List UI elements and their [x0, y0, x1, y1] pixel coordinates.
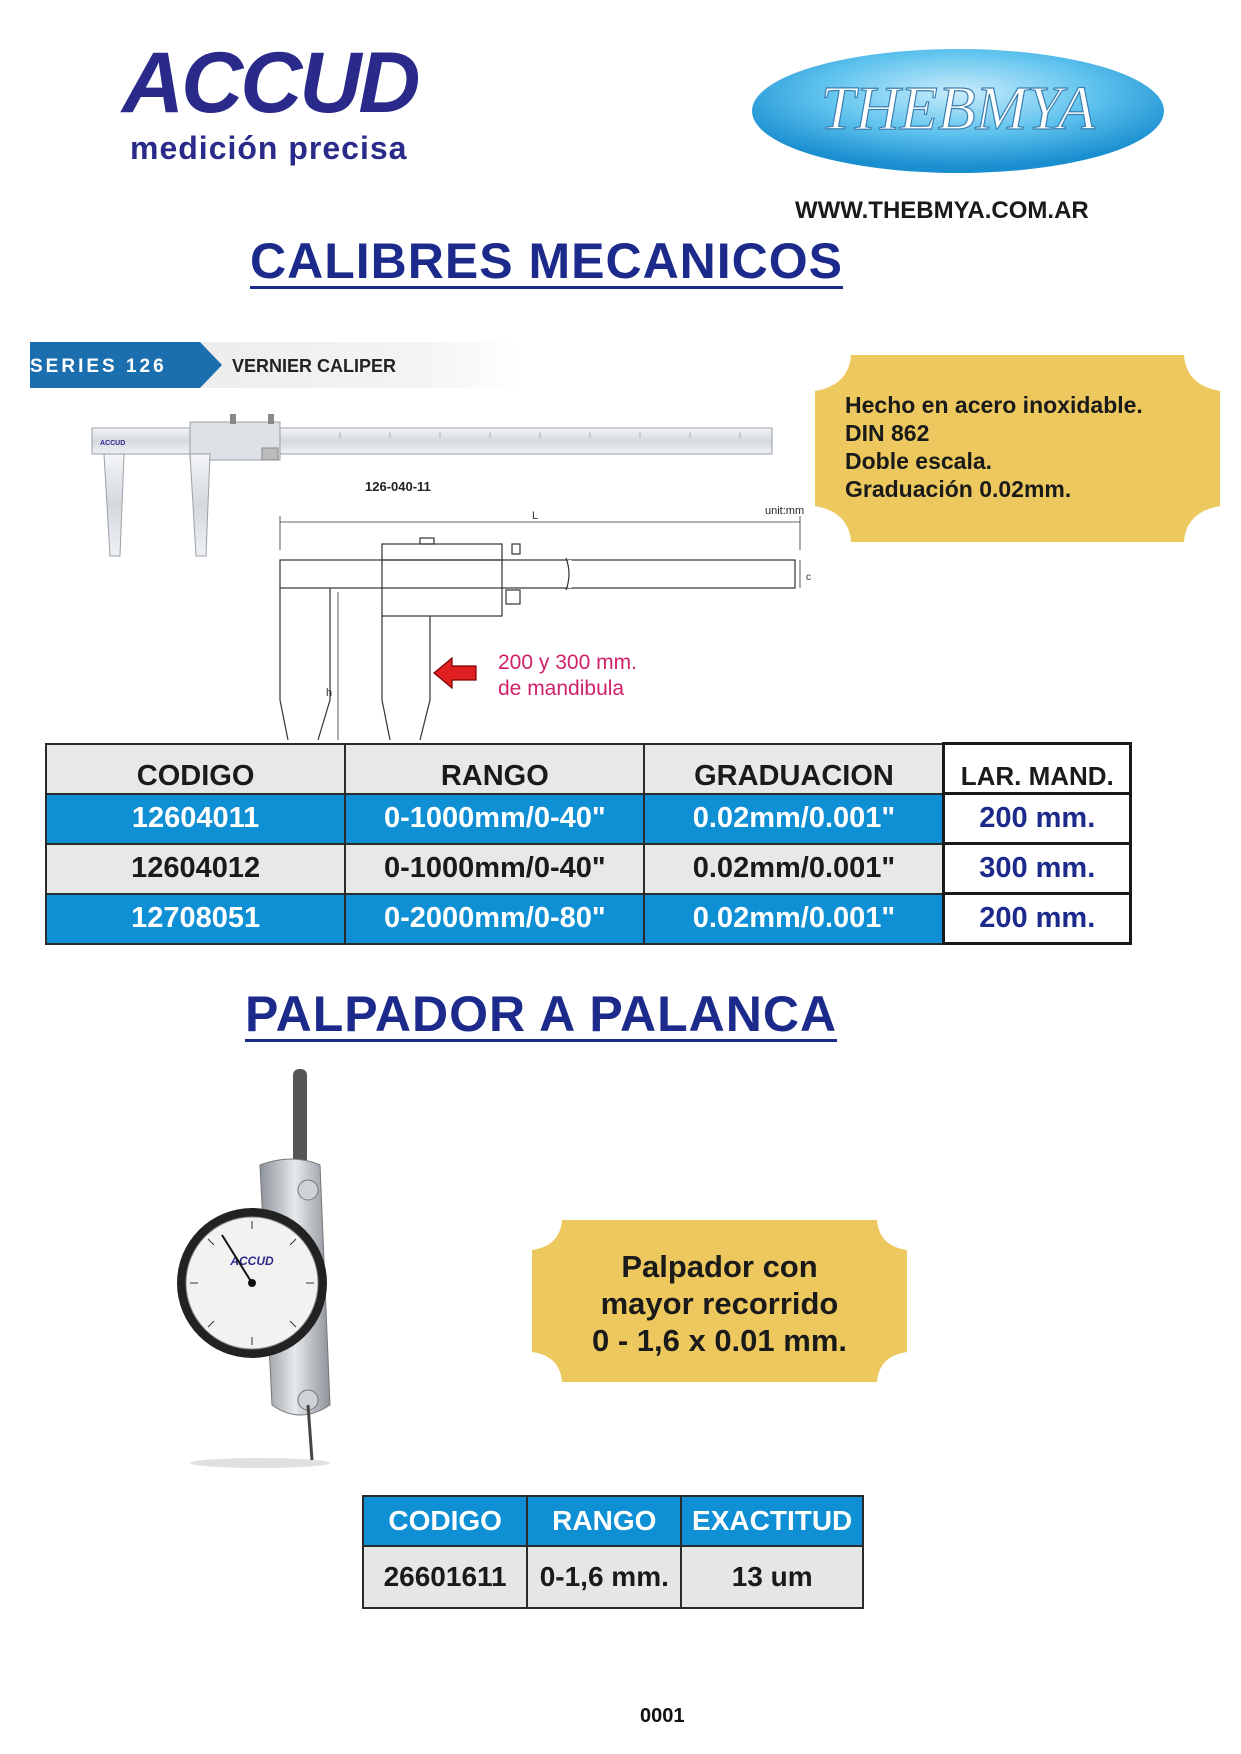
website-link[interactable]: WWW.THEBMYA.COM.AR — [795, 197, 1089, 224]
accud-logo — [118, 40, 478, 125]
dial-indicator-photo — [160, 1065, 360, 1470]
header-codigo: CODIGO — [46, 744, 345, 794]
header-graduacion: GRADUACION — [644, 744, 944, 794]
diagram-h: h — [326, 687, 333, 699]
palpador-badge — [532, 1220, 907, 1382]
diagram-c: c — [806, 572, 811, 583]
caliper-table — [45, 742, 1132, 945]
cell-codigo: 12604011 — [46, 794, 345, 844]
cell-graduacion: 0.02mm/0.001" — [644, 844, 944, 894]
arrow-left-icon — [432, 656, 478, 690]
cell-rango: 0-1,6 mm. — [527, 1546, 681, 1608]
cell-rango: 0-2000mm/0-80" — [345, 894, 644, 944]
cell-graduacion: 0.02mm/0.001" — [644, 894, 944, 944]
caliper-diagram — [270, 500, 820, 740]
diagram-L: L — [532, 510, 539, 522]
cell-lar-mand: 200 mm. — [944, 794, 1131, 844]
series-name: VERNIER CALIPER — [232, 356, 397, 376]
series-banner — [30, 342, 520, 388]
cell-exactitud: 13 um — [681, 1546, 863, 1608]
header-exactitud: EXACTITUD — [681, 1496, 863, 1546]
palpador-badge-line: Palpador con — [621, 1249, 818, 1284]
palpador-table — [362, 1495, 864, 1609]
section-title-palpador: PALPADOR A PALANCA — [245, 986, 838, 1042]
spec-badge — [815, 355, 1220, 542]
cell-graduacion: 0.02mm/0.001" — [644, 794, 944, 844]
thebmya-logo-text: THEBMYA — [820, 75, 1096, 143]
palpador-badge-line: mayor recorrido — [600, 1286, 839, 1321]
jaw-note — [498, 650, 637, 702]
header-rango: RANGO — [345, 744, 644, 794]
table-row — [363, 1546, 863, 1608]
cell-codigo: 12604012 — [46, 844, 345, 894]
dial-brand: ACCUD — [230, 1254, 274, 1268]
spec-line: DIN 862 — [845, 420, 930, 446]
series-label: SERIES 126 — [30, 356, 167, 377]
cell-codigo: 26601611 — [363, 1546, 527, 1608]
spec-line: Graduación 0.02mm. — [845, 476, 1072, 502]
table-row — [46, 894, 1131, 944]
table-row — [46, 794, 1131, 844]
diagram-unit: unit:mm — [765, 505, 805, 517]
header-rango: RANGO — [527, 1496, 681, 1546]
header-lar-mand: LAR. MAND. — [944, 744, 1131, 794]
table-header-row — [46, 744, 1131, 794]
cell-rango: 0-1000mm/0-40" — [345, 844, 644, 894]
thebmya-logo — [748, 45, 1168, 177]
section-title-calibres: CALIBRES MECANICOS — [250, 233, 844, 289]
cell-lar-mand: 300 mm. — [944, 844, 1131, 894]
accud-logo-text: ACCUD — [122, 40, 418, 125]
cell-rango: 0-1000mm/0-40" — [345, 794, 644, 844]
spec-line: Doble escala. — [845, 448, 993, 474]
cell-codigo: 12708051 — [46, 894, 345, 944]
table-row — [46, 844, 1131, 894]
header-codigo: CODIGO — [363, 1496, 527, 1546]
page-number: 0001 — [640, 1705, 685, 1727]
jaw-note-line2: de mandibula — [498, 677, 625, 700]
palpador-badge-line: 0 - 1,6 x 0.01 mm. — [591, 1323, 848, 1358]
caliper-photo-brand: ACCUD — [100, 440, 126, 447]
diagram-code: 126-040-11 — [365, 479, 431, 494]
table-header-row — [363, 1496, 863, 1546]
accud-tagline: medición precisa — [130, 130, 408, 166]
cell-lar-mand: 200 mm. — [944, 894, 1131, 944]
spec-line: Hecho en acero inoxidable. — [845, 392, 1143, 418]
jaw-note-line1: 200 y 300 mm. — [498, 651, 637, 674]
